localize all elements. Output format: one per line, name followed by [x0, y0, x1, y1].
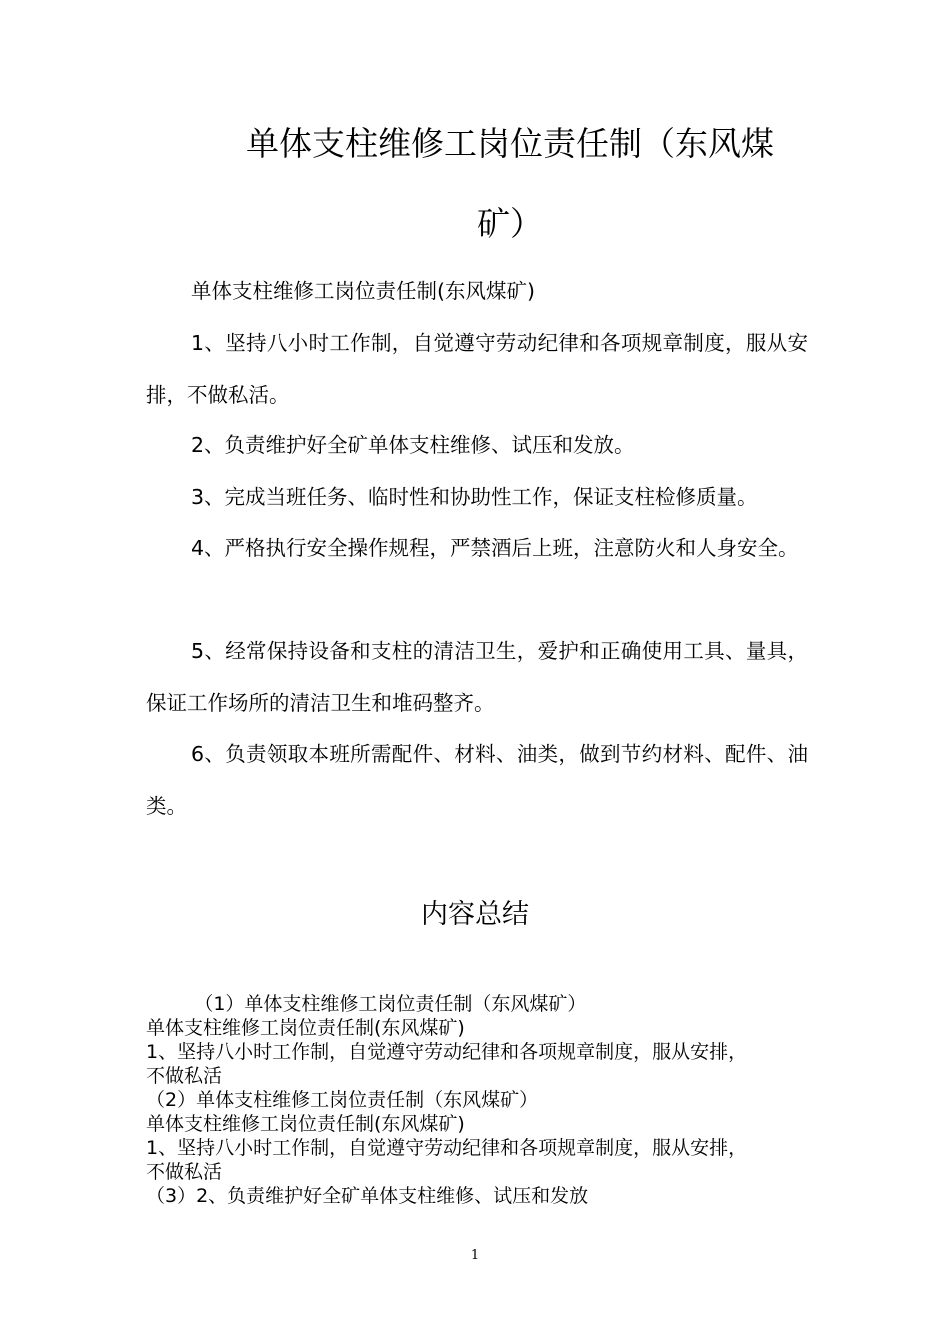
summary-line: 单体支柱维修工岗位责任制(东风煤矿): [146, 1017, 465, 1039]
paragraph-item-6: 6、负责领取本班所需配件、材料、油类，做到节约材料、配件、油类。: [146, 742, 808, 818]
summary-line: 不做私活: [146, 1065, 223, 1087]
paragraph-intro: 单体支柱维修工岗位责任制(东风煤矿): [191, 279, 535, 303]
paragraph-item-2: 2、负责维护好全矿单体支柱维修、试压和发放。: [191, 433, 635, 457]
title-line-2: 矿）: [477, 204, 543, 243]
paragraph-item-3: 3、完成当班任务、临时性和协助性工作，保证支柱检修质量。: [191, 485, 758, 509]
summary-line: 不做私活: [146, 1161, 223, 1183]
paragraph-item-5: 5、经常保持设备和支柱的清洁卫生，爱护和正确使用工具、量具，保证工作场所的清洁卫生和堆码整齐。: [146, 639, 808, 715]
paragraph-item-1: 1、坚持八小时工作制，自觉遵守劳动纪律和各项规章制度，服从安排，不做私活。: [146, 331, 808, 407]
summary-line: 单体支柱维修工岗位责任制(东风煤矿): [146, 1113, 465, 1135]
summary-line: （1）单体支柱维修工岗位责任制（东风煤矿）: [146, 993, 587, 1015]
title-line-1: 单体支柱维修工岗位责任制（东风煤: [246, 124, 774, 163]
page-number: 1: [470, 1248, 480, 1263]
summary-line: 1、坚持八小时工作制，自觉遵守劳动纪律和各项规章制度，服从安排，: [146, 1137, 748, 1159]
summary-line: （2）单体支柱维修工岗位责任制（东风煤矿）: [146, 1089, 539, 1111]
summary-line: （3）2、负责维护好全矿单体支柱维修、试压和发放: [146, 1185, 589, 1207]
summary-line: 1、坚持八小时工作制，自觉遵守劳动纪律和各项规章制度，服从安排，: [146, 1041, 748, 1063]
summary-block: [146, 992, 808, 1208]
paragraph-item-4: 4、严格执行安全操作规程，严禁酒后上班，注意防火和人身安全。: [191, 536, 799, 560]
summary-title: 内容总结: [421, 899, 529, 930]
